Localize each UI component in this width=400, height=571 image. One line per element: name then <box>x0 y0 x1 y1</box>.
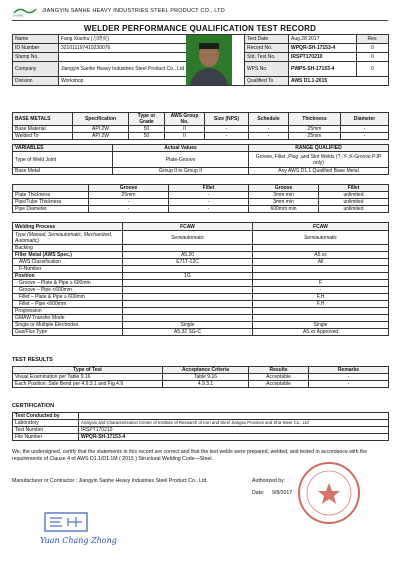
cell: 600mm min <box>249 206 319 213</box>
cell: Table 9.16 <box>163 374 249 381</box>
table-row <box>13 413 389 420</box>
col-header: Welding Process <box>13 223 123 231</box>
testdate-value: Aug.28 2017 <box>289 35 357 44</box>
table-row <box>13 133 389 140</box>
table-row <box>13 126 389 133</box>
cell: 25mm <box>289 126 341 133</box>
col-header: Groove <box>249 185 319 192</box>
company-label: Company <box>13 62 59 77</box>
cell <box>123 308 253 315</box>
rev-label: Rev. <box>357 35 389 44</box>
col-header: Size (NPS) <box>205 113 249 126</box>
cell: Groove – Plate & Pipe ≥ 600mm <box>13 280 123 287</box>
col-header: Type of Test <box>13 367 163 374</box>
cell: 50 <box>129 126 165 133</box>
cell <box>253 266 389 273</box>
table-row <box>13 381 389 388</box>
cell: - <box>341 126 389 133</box>
cell: Backing <box>13 245 123 252</box>
cell <box>123 287 253 294</box>
test-results-table <box>12 366 389 388</box>
cell: IRSPT170210 <box>79 427 389 434</box>
table-row <box>13 206 389 213</box>
cell: Base Metal <box>13 168 113 175</box>
id-value: 321011197410230076 <box>59 44 197 53</box>
document-title: WELDER PERFORMANCE QUALIFICATION TEST RECORD <box>83 24 317 33</box>
cell: Each Position: Side Bend per 4.9.3.1 and Fig.4.9 <box>13 381 163 388</box>
date-label: Date: <box>252 490 265 496</box>
letterhead-company: JIANGYIN SANHE HEAVY INDUSTRIES STEEL PRODUCT CO., LTD <box>42 8 225 14</box>
col-header: Diameter <box>341 113 389 126</box>
company-seal-icon <box>296 460 362 526</box>
cell: Plate Thickness <box>13 192 89 199</box>
cell: Type of Weld Joint <box>13 152 113 168</box>
cell: - <box>205 133 249 140</box>
table-row <box>13 420 389 427</box>
stdtest-rev: 0 <box>357 53 389 62</box>
cell: A5.xx Approved <box>253 329 389 336</box>
name-label: Name <box>13 35 59 44</box>
certification-heading: CERTIFICATION <box>12 403 55 409</box>
personal-stamp-icon <box>44 512 88 532</box>
col-header: Actual Values <box>113 145 249 152</box>
cell: Base Material <box>13 126 73 133</box>
col-header: Fillet <box>169 185 249 192</box>
cell: - <box>341 133 389 140</box>
col-header: FCAW <box>123 223 253 231</box>
stdtest-value: IRSPT170210 <box>289 53 357 62</box>
cell: GMAW Transfer Mode <box>13 315 123 322</box>
company-value: Jiangyin Sanhe Heavy Industries Steel Product Co., Ltd <box>59 62 197 77</box>
cell <box>123 245 253 252</box>
welding-process-table <box>12 222 389 336</box>
certification-statement: We, the undersigned, certify that the statements in this record are correct and that the test welds were prepared, welded, and tested in accordance with the requirements of Clause 4 of AWS D1.1/D1.1M ( 2015 ) Structural Welding Code—Steel. <box>12 449 368 462</box>
cell: 50 <box>129 133 165 140</box>
cell: A5.32 SG-C <box>123 329 253 336</box>
cell: WPQR-SH-17153-4 <box>79 434 389 441</box>
cell: Plate-Groove <box>113 152 249 168</box>
thickness-table <box>12 184 389 213</box>
col-header: FCAW <box>253 223 389 231</box>
col-header: Results <box>249 367 309 374</box>
cell: - <box>309 381 389 388</box>
cell: Acceptable <box>249 374 309 381</box>
cell: Type (Manual, Semiautomatic, Mechanized, Automatic) <box>13 231 123 245</box>
record-rev: 0 <box>357 44 389 53</box>
stamp-label: Stamp No. <box>13 53 59 62</box>
cell: 3mm min <box>249 199 319 206</box>
col-header: Fillet <box>319 185 389 192</box>
cell: Filler Metal (AWS Spec.) <box>13 252 123 259</box>
cell: Single <box>253 322 389 329</box>
stdtest-label: Std. Test No. <box>245 53 289 62</box>
date-value: 9/8/2017 <box>272 490 293 496</box>
cell <box>79 413 389 420</box>
cell: Fillet – Plate & Pipe ≥ 600mm <box>13 294 123 301</box>
table-row <box>13 315 389 322</box>
table-row <box>13 252 389 259</box>
col-header: Remarks <box>309 367 389 374</box>
col-header: VARIABLES <box>13 145 113 152</box>
cell: Gas/Flux Type <box>13 329 123 336</box>
cell: Group II to Group II <box>113 168 249 175</box>
table-row <box>13 329 389 336</box>
cell: - <box>253 287 389 294</box>
manufacturer-line: Manufacturer or Contractor : Jiangyin Sanhe Heavy Industries Steel Product Co., Ltd. <box>12 478 208 484</box>
cell: All <box>253 259 389 266</box>
cell <box>253 308 389 315</box>
cell: - <box>169 192 249 199</box>
handwritten-signature: Yuan Chang Zhong <box>40 536 117 545</box>
record-value: WPQR-SH-17153-4 <box>289 44 357 53</box>
table-row <box>13 374 389 381</box>
cell: Pipe/Tube Thickness <box>13 199 89 206</box>
wps-label: WPS No. <box>245 62 289 77</box>
cell <box>123 315 253 322</box>
col-header <box>13 185 89 192</box>
col-header: Thickness <box>289 113 341 126</box>
cell: - <box>249 126 289 133</box>
wps-rev: 0 <box>357 62 389 77</box>
cell: Any AWS D1.1 Qualified Base Metal <box>249 168 389 175</box>
cell: F,H <box>253 301 389 308</box>
base-metals-header <box>13 113 389 126</box>
cell <box>123 301 253 308</box>
table-row <box>13 308 389 315</box>
wps-value: PWPS-SH-17153-4 <box>289 62 357 77</box>
table-row <box>13 245 389 252</box>
col-header: AWS Group No. <box>165 113 205 126</box>
cell: 25mm <box>289 133 341 140</box>
cell: - <box>205 126 249 133</box>
qualified-label: Qualified To <box>245 77 289 86</box>
cell <box>253 315 389 322</box>
cell: E71T-12C <box>123 259 253 266</box>
cell: Single <box>123 322 253 329</box>
cell: Groove – Pipe <600mm <box>13 287 123 294</box>
col-header: BASE METALS <box>13 113 73 126</box>
id-label: ID Number <box>13 44 59 53</box>
cell: F <box>253 280 389 287</box>
cell: unlimited <box>319 199 389 206</box>
cell: Acceptable <box>249 381 309 388</box>
table-row <box>13 301 389 308</box>
cell: Semiautomatic <box>123 231 253 245</box>
testdate-label: Test Date <box>245 35 289 44</box>
col-header: RANGE QUALIFIED <box>249 145 389 152</box>
table-row <box>13 273 389 280</box>
cell: Groove, Fillet ,Plug ,and Slot Welds (T-,Y-,K-Groove PJP only) <box>249 152 389 168</box>
certification-table <box>12 412 389 441</box>
cell: Semiautomatic <box>253 231 389 245</box>
cell: Fillet – Pipe <600mm <box>13 301 123 308</box>
table-row <box>13 192 389 199</box>
cell: - <box>309 374 389 381</box>
col-header: Schedule <box>249 113 289 126</box>
cell: - <box>89 199 169 206</box>
cell: unlimited <box>319 192 389 199</box>
table-row <box>13 280 389 287</box>
header-divider <box>12 20 388 21</box>
cell: Test Number <box>13 427 79 434</box>
cell: - <box>169 199 249 206</box>
table-row <box>13 231 389 245</box>
cell: Progression <box>13 308 123 315</box>
authorized-label: Authorized by: <box>252 478 286 484</box>
cell: API 2W <box>73 126 129 133</box>
table-row <box>13 259 389 266</box>
stamp-value <box>59 53 197 62</box>
division-value: Workshop <box>59 77 197 86</box>
table-row <box>13 266 389 273</box>
cell: 3mm min <box>249 192 319 199</box>
cell: Test Conducted by <box>13 413 79 420</box>
cell: - <box>89 206 169 213</box>
welder-photo <box>186 35 232 85</box>
cell <box>123 280 253 287</box>
table-row <box>13 434 389 441</box>
cell: A5.20 <box>123 252 253 259</box>
table-row <box>13 287 389 294</box>
table-row <box>13 168 389 175</box>
cell: II <box>165 126 205 133</box>
cell <box>253 245 389 252</box>
variables-table <box>12 144 389 175</box>
company-logo-icon <box>12 7 38 17</box>
table-row <box>13 199 389 206</box>
cell: 1G <box>123 273 253 280</box>
table-row <box>13 152 389 168</box>
cell: API 2W <box>73 133 129 140</box>
cell: A5.xx <box>253 252 389 259</box>
col-header: Type or Grade <box>129 113 165 126</box>
cell: - <box>169 206 249 213</box>
cell <box>123 266 253 273</box>
cell: AWS Classification <box>13 259 123 266</box>
cell: File Number <box>13 434 79 441</box>
test-results-heading: TEST RESULTS <box>12 357 53 363</box>
table-row <box>13 427 389 434</box>
base-metals-table <box>12 112 389 140</box>
cell: 25mm <box>89 192 169 199</box>
cell <box>253 273 389 280</box>
cell: Analysis and Characterization Center of Institute of Research of Iron and Steel Jiangsu Province and Sha-Steel Co., Ltd <box>79 420 389 427</box>
division-label: Division <box>13 77 59 86</box>
record-label: Record No. <box>245 44 289 53</box>
col-header: Groove <box>89 185 169 192</box>
col-header: Acceptance Criteria <box>163 367 249 374</box>
cell <box>123 294 253 301</box>
col-header: Specification <box>73 113 129 126</box>
logo-text: SANHE <box>13 13 24 17</box>
cell: Pipe Diameter <box>13 206 89 213</box>
cell: II <box>165 133 205 140</box>
cell: 4.9.3.1 <box>163 381 249 388</box>
table-row <box>13 294 389 301</box>
letterhead <box>12 7 388 17</box>
cell: - <box>249 133 289 140</box>
table-row <box>13 322 389 329</box>
name-value: Fang Xiaohu (方晓虎) <box>59 35 197 44</box>
cell: Welded To <box>13 133 73 140</box>
cell: Position <box>13 273 123 280</box>
qualified-value: AWS D1.1-2015 <box>289 77 389 86</box>
cell: Single or Multiple Electrodes <box>13 322 123 329</box>
cell: F,H <box>253 294 389 301</box>
cell: unlimited <box>319 206 389 213</box>
cell: Visual Examination per Table 9.16 <box>13 374 163 381</box>
cell: F-Number <box>13 266 123 273</box>
cell: Laboratory <box>13 420 79 427</box>
